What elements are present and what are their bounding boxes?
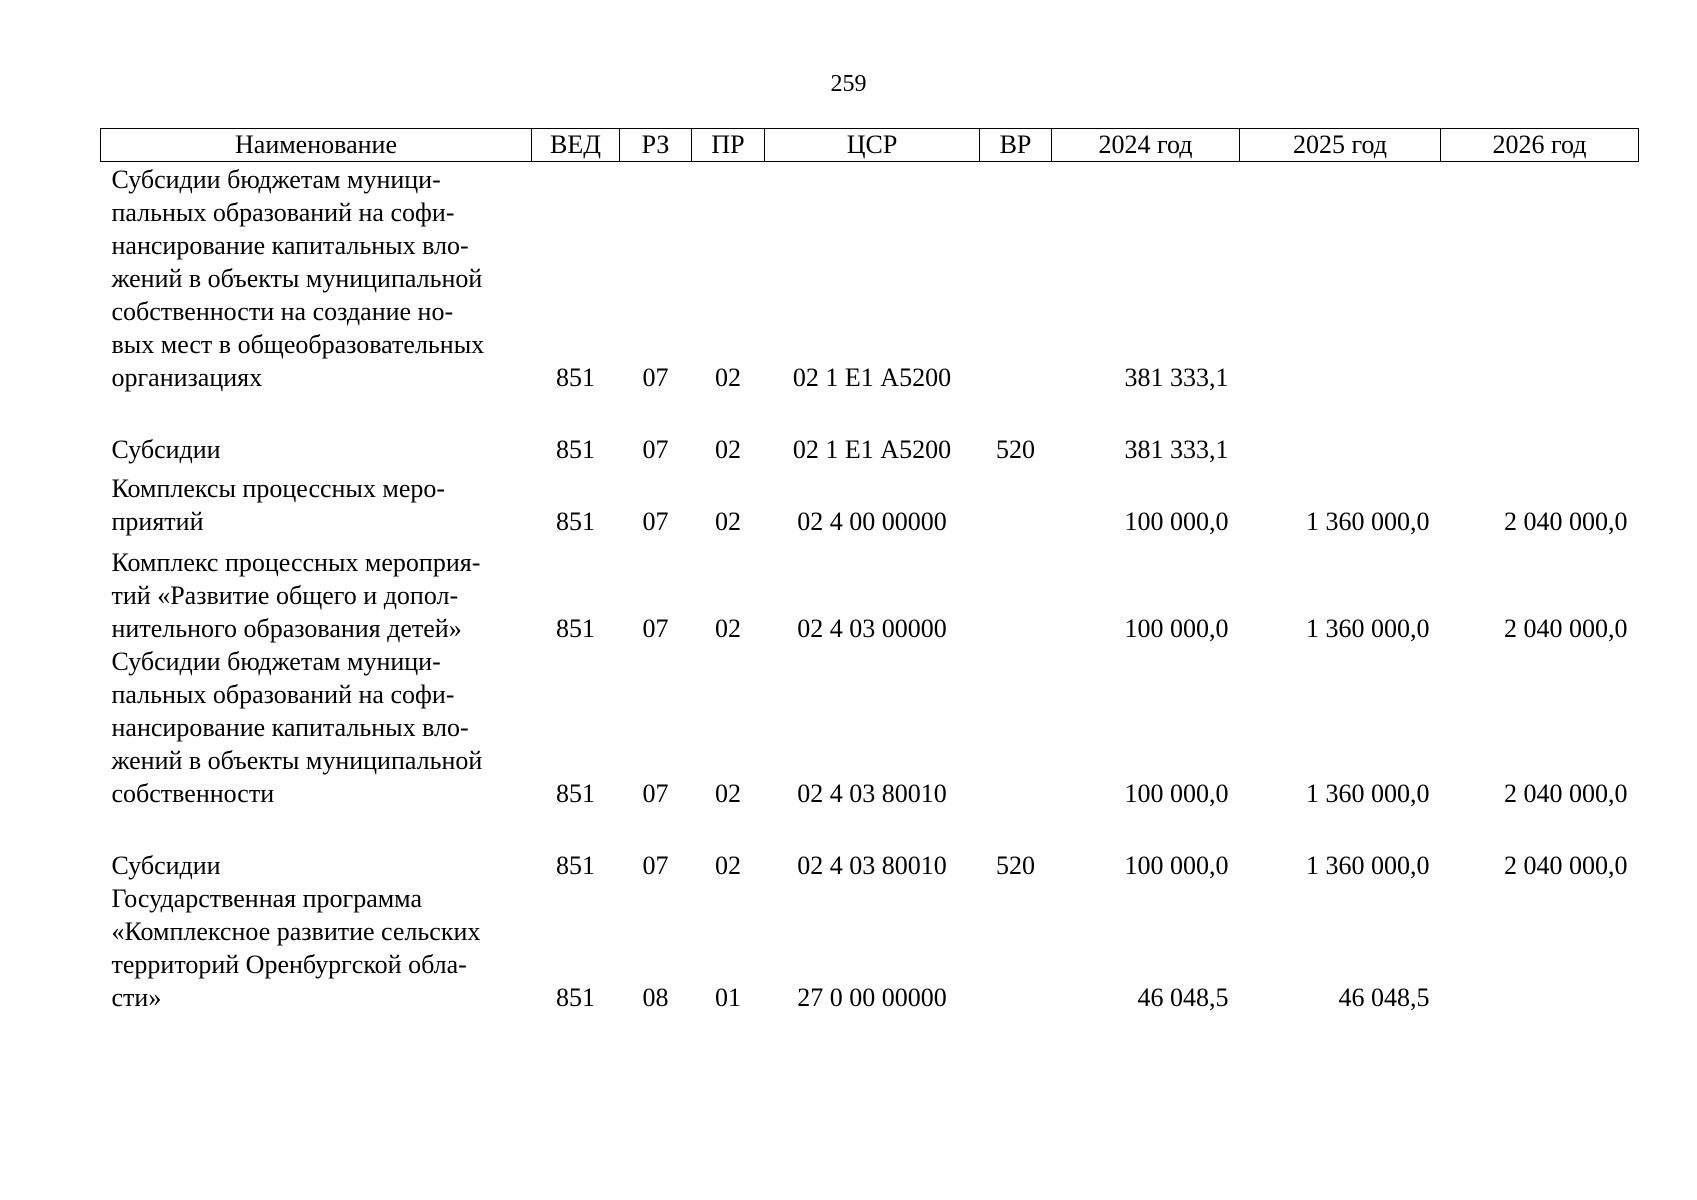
- row-2026-cell: [1441, 394, 1639, 466]
- table-row: [101, 645, 1639, 810]
- row-2026-cell: 2 040 000,0: [1504, 850, 1628, 880]
- row-name-cell: [101, 394, 532, 466]
- row-rz-cell: 07: [642, 850, 669, 880]
- row-name-line: собственности: [111, 778, 275, 808]
- row-2026-cell: 2 040 000,0: [1504, 506, 1628, 536]
- row-pr-cell: 02: [715, 506, 741, 536]
- header-vr: ВР: [980, 129, 1052, 162]
- table-row: [101, 810, 1639, 882]
- row-name-line: пальных образований на софи-: [111, 197, 455, 227]
- page-number: 259: [830, 71, 867, 97]
- row-2026-cell: 2 040 000,0: [1504, 613, 1628, 643]
- row-name-line: нансирование капитальных вло-: [111, 712, 469, 742]
- row-2025-cell: [1240, 162, 1441, 394]
- row-csr-cell: 02 1 Е1 А5200: [792, 362, 952, 392]
- header-csr: ЦСР: [765, 129, 980, 162]
- row-2025-cell: 1 360 000,0: [1306, 850, 1430, 880]
- row-name-cell: [101, 538, 532, 645]
- row-2026-cell: 2 040 000,0: [1504, 778, 1628, 808]
- row-ved-cell: 851: [556, 778, 595, 808]
- header-ved: ВЕД: [532, 129, 620, 162]
- row-name-line: приятий: [111, 506, 204, 536]
- row-2026-cell: [1441, 162, 1639, 394]
- row-name-line: жений в объекты муниципальной: [111, 263, 483, 293]
- header-name: Наименование: [101, 129, 532, 162]
- row-rz-cell: 07: [642, 506, 669, 536]
- row-2024-cell: 46 048,5: [1137, 982, 1229, 1012]
- header-2024: 2024 год: [1052, 129, 1240, 162]
- table-row: [101, 466, 1639, 538]
- row-name-line: территорий Оренбургской обла-: [111, 949, 467, 979]
- row-name-line: нительного образования детей»: [111, 613, 462, 643]
- row-vr-cell: [980, 882, 1052, 1014]
- row-name-line: «Комплексное развитие сельских: [111, 916, 481, 946]
- row-name-cell: [101, 162, 532, 394]
- row-2024-cell: 100 000,0: [1124, 778, 1229, 808]
- row-ved-cell: 851: [556, 506, 595, 536]
- row-rz-cell: 07: [642, 434, 669, 464]
- row-vr-cell: [980, 645, 1052, 810]
- row-name-cell: [101, 645, 532, 810]
- table-header-row: [101, 129, 1639, 162]
- row-2025-cell: 1 360 000,0: [1306, 506, 1430, 536]
- row-name-line: Субсидии бюджетам муници-: [111, 646, 441, 676]
- header-rz: РЗ: [620, 129, 692, 162]
- row-name-line: организациях: [111, 362, 263, 392]
- row-name-line: Государственная программа: [111, 883, 423, 913]
- table-row: [101, 394, 1639, 466]
- row-vr-cell: 520: [996, 850, 1035, 880]
- table-body: [101, 162, 1639, 1014]
- row-csr-cell: 02 4 00 00000: [797, 506, 947, 536]
- row-rz-cell: 07: [642, 613, 669, 643]
- row-name-line: собственности на создание но-: [111, 296, 454, 326]
- row-2024-cell: 100 000,0: [1124, 613, 1229, 643]
- row-vr-cell: 520: [996, 434, 1035, 464]
- row-pr-cell: 02: [715, 613, 741, 643]
- row-2024-cell: 381 333,1: [1124, 434, 1229, 464]
- row-name-line: Комплекс процессных мероприя-: [111, 547, 481, 577]
- row-ved-cell: 851: [556, 434, 595, 464]
- row-pr-cell: 01: [715, 982, 741, 1012]
- row-2026-cell: [1441, 882, 1639, 1014]
- row-2025-cell: 46 048,5: [1338, 982, 1430, 1012]
- row-ved-cell: 851: [556, 362, 595, 392]
- table-row: [101, 162, 1639, 394]
- row-rz-cell: 08: [642, 982, 669, 1012]
- row-2025-cell: 1 360 000,0: [1306, 613, 1430, 643]
- row-name-line: нансирование капитальных вло-: [111, 230, 469, 260]
- row-name-line: Субсидии: [111, 434, 221, 464]
- header-pr: ПР: [692, 129, 765, 162]
- row-ved-cell: 851: [556, 613, 595, 643]
- row-2024-cell: 100 000,0: [1124, 506, 1229, 536]
- row-csr-cell: 27 0 00 00000: [797, 982, 947, 1012]
- row-pr-cell: 02: [715, 850, 741, 880]
- row-vr-cell: [980, 466, 1052, 538]
- row-csr-cell: 02 1 Е1 А5200: [792, 434, 952, 464]
- header-2025: 2025 год: [1240, 129, 1441, 162]
- table-row: [101, 538, 1639, 645]
- row-name-cell: [101, 882, 532, 1014]
- row-ved-cell: 851: [556, 850, 595, 880]
- budget-table: [100, 128, 1639, 1014]
- row-csr-cell: 02 4 03 00000: [797, 613, 947, 643]
- row-csr-cell: 02 4 03 80010: [797, 778, 947, 808]
- row-ved-cell: 851: [556, 982, 595, 1012]
- row-csr-cell: 02 4 03 80010: [797, 850, 947, 880]
- row-name-line: тий «Развитие общего и допол-: [111, 580, 459, 610]
- header-2026: 2026 год: [1441, 129, 1639, 162]
- row-name-line: жений в объекты муниципальной: [111, 745, 483, 775]
- row-name-line: пальных образований на софи-: [111, 679, 455, 709]
- row-name-line: Комплексы процессных меро-: [111, 473, 446, 503]
- row-name-line: Субсидии: [111, 850, 221, 880]
- row-name-line: Субсидии бюджетам муници-: [111, 164, 441, 194]
- row-rz-cell: 07: [642, 778, 669, 808]
- table-row: [101, 882, 1639, 1014]
- row-2024-cell: 381 333,1: [1124, 362, 1229, 392]
- row-pr-cell: 02: [715, 434, 741, 464]
- row-pr-cell: 02: [715, 362, 741, 392]
- row-name-line: сти»: [111, 982, 162, 1012]
- row-2024-cell: 100 000,0: [1124, 850, 1229, 880]
- row-name-cell: [101, 466, 532, 538]
- row-rz-cell: 07: [642, 362, 669, 392]
- row-name-line: вых мест в общеобразовательных: [111, 329, 485, 359]
- row-2025-cell: 1 360 000,0: [1306, 778, 1430, 808]
- row-name-cell: [101, 810, 532, 882]
- row-vr-cell: [980, 162, 1052, 394]
- row-2025-cell: [1240, 394, 1441, 466]
- row-vr-cell: [980, 538, 1052, 645]
- row-pr-cell: 02: [715, 778, 741, 808]
